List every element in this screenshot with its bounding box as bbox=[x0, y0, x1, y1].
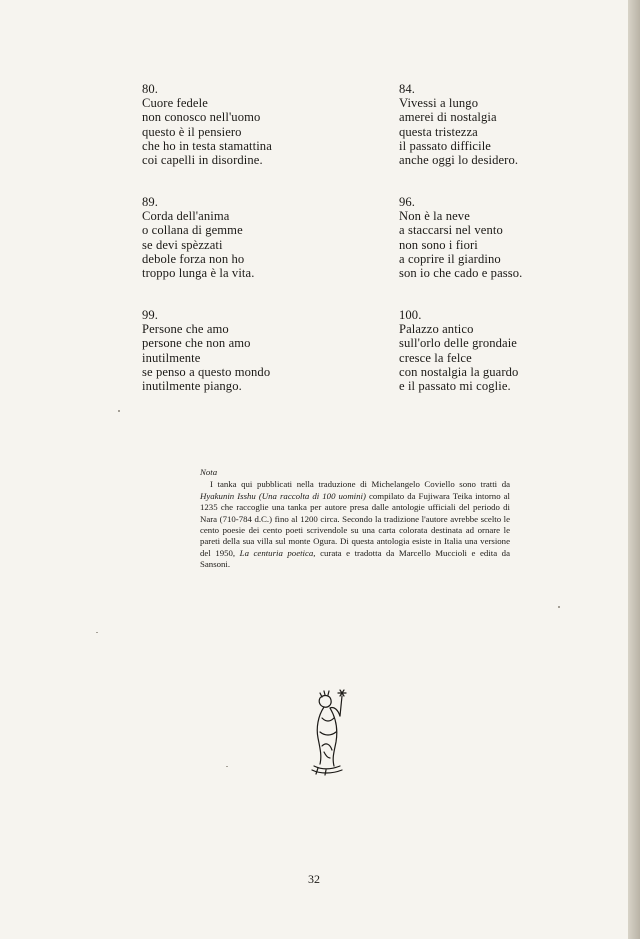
page-edge-shadow bbox=[628, 0, 640, 939]
poem-line: debole forza non ho bbox=[142, 251, 245, 266]
poem-99 bbox=[142, 308, 342, 393]
poem-number: 89. bbox=[142, 195, 159, 209]
note-title: Nota bbox=[200, 467, 218, 477]
poem-line: inutilmente bbox=[142, 350, 201, 365]
poem-line: se penso a questo mondo bbox=[142, 364, 271, 379]
poem-number: 100. bbox=[399, 308, 422, 322]
poem-89 bbox=[142, 195, 342, 280]
poem-number: 96. bbox=[399, 195, 416, 209]
poem-line: che ho in testa stamattina bbox=[142, 138, 272, 153]
poem-line: troppo lunga è la vita. bbox=[142, 266, 255, 281]
poem-line: o collana di gemme bbox=[142, 223, 243, 238]
poem-line: sull'orlo delle grondaie bbox=[399, 336, 517, 351]
poem-line: questa tristezza bbox=[399, 124, 478, 139]
poem-96 bbox=[399, 195, 599, 280]
note-text: curata e tradotta da Marcello Muccioli e edita da Sansoni. bbox=[200, 547, 510, 570]
poem-line: persone che non amo bbox=[142, 336, 251, 351]
poem-number: 80. bbox=[142, 82, 159, 96]
poem-84 bbox=[399, 82, 599, 167]
poem-line: a staccarsi nel vento bbox=[399, 223, 503, 238]
poem-line: Persone che amo bbox=[142, 322, 229, 337]
paper-speck bbox=[226, 766, 228, 767]
poem-line: non conosco nell'uomo bbox=[142, 110, 261, 125]
poem-line: Vivessi a lungo bbox=[399, 96, 479, 111]
figure-illustration bbox=[300, 686, 360, 776]
poem-number: 84. bbox=[399, 82, 416, 96]
poem-80 bbox=[142, 82, 342, 167]
poem-line: Cuore fedele bbox=[142, 96, 208, 111]
paper-speck bbox=[558, 606, 560, 608]
poem-line: se devi spèzzati bbox=[142, 237, 223, 252]
poem-100 bbox=[399, 308, 599, 393]
poem-line: il passato difficile bbox=[399, 138, 492, 153]
poem-line: a coprire il giardino bbox=[399, 251, 501, 266]
note-work-title: Hyakunin Isshu (Una raccolta di 100 uomini) bbox=[200, 490, 366, 501]
note-body bbox=[200, 479, 510, 570]
note-section bbox=[200, 467, 510, 571]
poem-line: questo è il pensiero bbox=[142, 124, 242, 139]
poem-line: anche oggi lo desidero. bbox=[399, 153, 519, 168]
paper-speck bbox=[118, 410, 120, 412]
poem-number: 99. bbox=[142, 308, 159, 322]
poem-line: amerei di nostalgia bbox=[399, 110, 497, 125]
poem-line: Non è la neve bbox=[399, 209, 470, 224]
note-text: compilato da Fujiwara Teika intorno al 1235 che raccoglie una tanka per autore presa dalle antologie ufficiali del periodo di Nara (710-784 d.C.) fino al 1200 circa. Secondo la tradizione l'autore avrebbe scelto le cento poesie dei cento poeti scrivendole su una carta colorata destinata ad ornare le pareti della sua villa sul monte Ogura. Di questa antologia esiste in Italia una versione del 1950, bbox=[200, 490, 510, 558]
poem-line: inutilmente piango. bbox=[142, 379, 242, 394]
poem-line: cresce la felce bbox=[399, 350, 472, 365]
page-number: 32 bbox=[308, 872, 320, 886]
poem-line: son io che cado e passo. bbox=[399, 266, 523, 281]
poem-line: con nostalgia la guardo bbox=[399, 364, 519, 379]
poem-line: Palazzo antico bbox=[399, 322, 474, 337]
poem-line: e il passato mi coglie. bbox=[399, 379, 511, 394]
note-text: I tanka qui pubblicati nella traduzione di Michelangelo Coviello sono tratti da bbox=[210, 479, 510, 490]
note-work-title: La centuria poetica, bbox=[239, 547, 316, 558]
paper-speck bbox=[96, 632, 98, 633]
poem-line: Corda dell'anima bbox=[142, 209, 230, 224]
poem-line: non sono i fiori bbox=[399, 237, 478, 252]
poem-line: coi capelli in disordine. bbox=[142, 153, 263, 168]
